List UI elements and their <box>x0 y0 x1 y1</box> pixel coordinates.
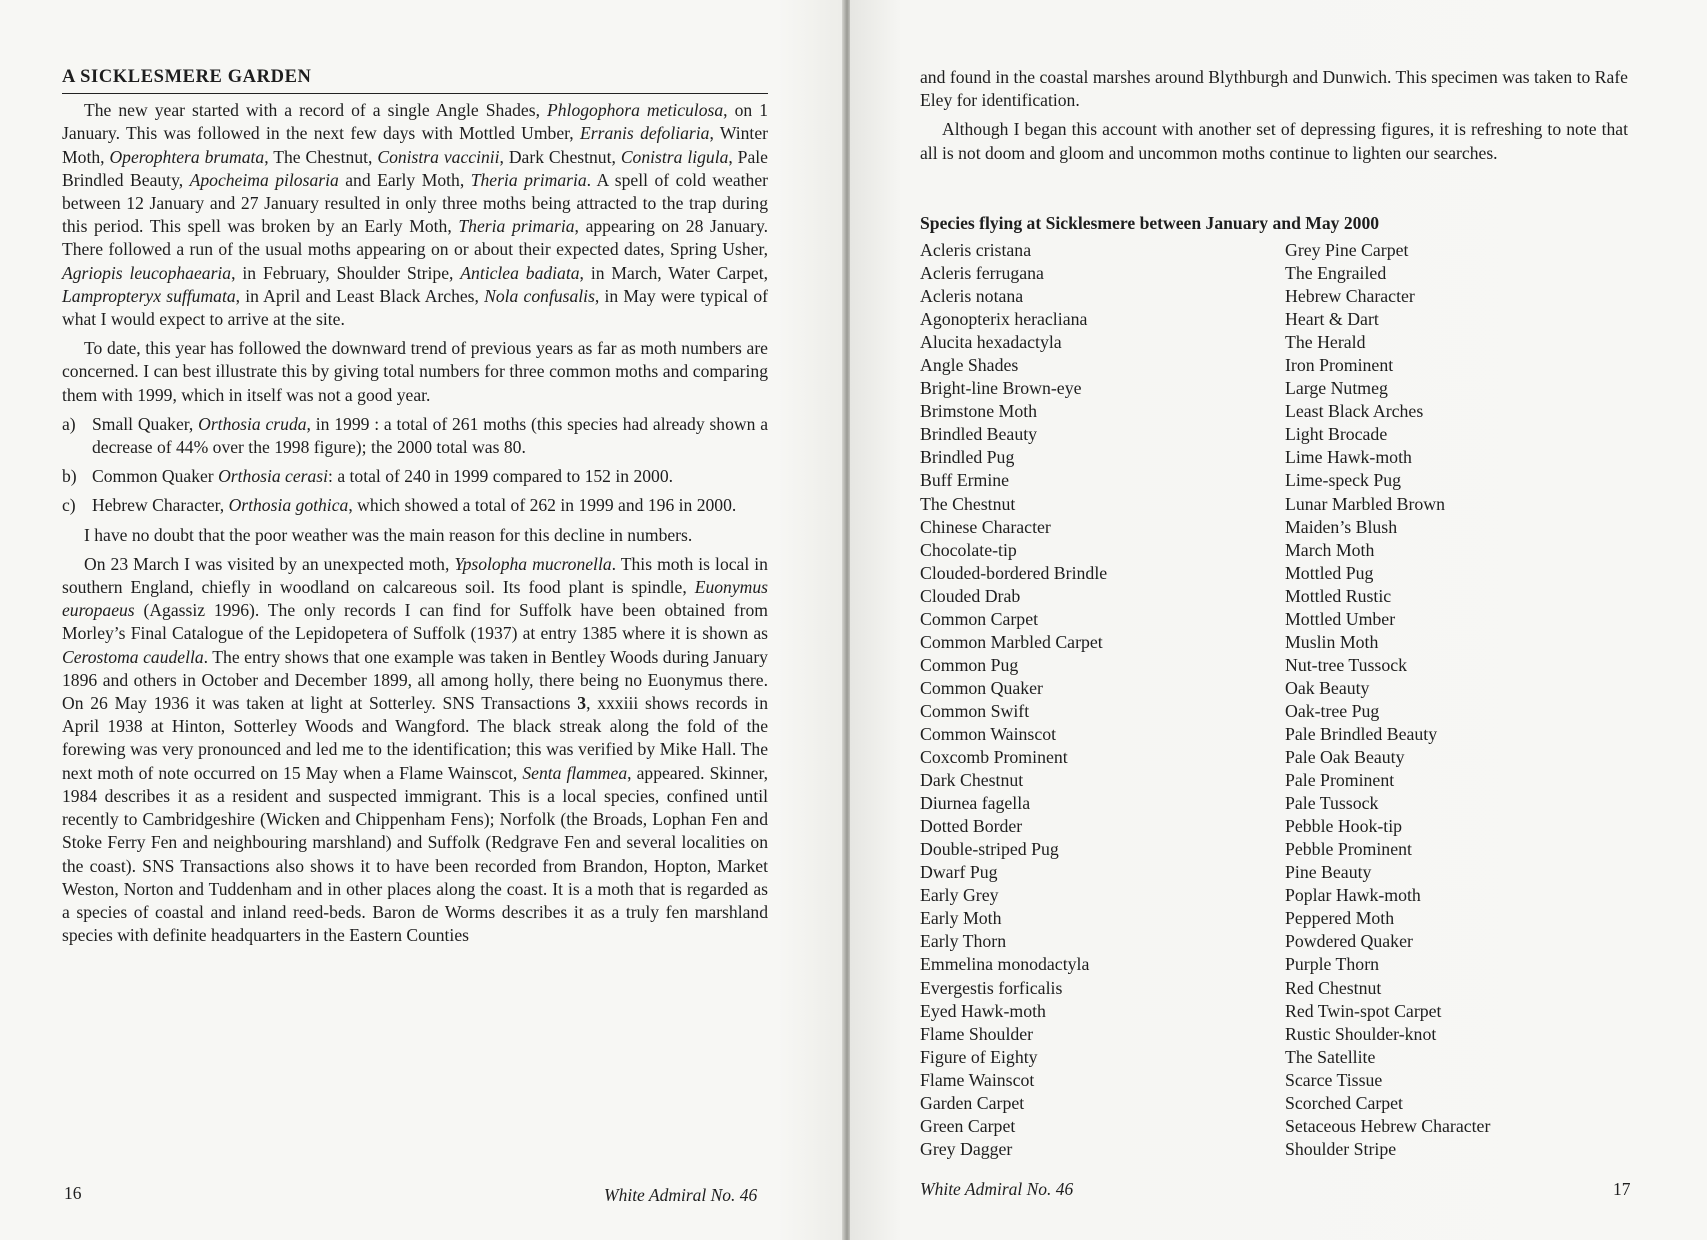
species-item: Chinese Character <box>920 516 1051 537</box>
species-item: Powdered Quaker <box>1285 931 1413 952</box>
species-item: Common Pug <box>920 654 1019 675</box>
left-page <box>0 0 846 1240</box>
species-item: Pine Beauty <box>1285 862 1372 883</box>
species-item: Grey Pine Carpet <box>1285 240 1409 260</box>
species-item: Eyed Hawk-moth <box>920 1000 1046 1021</box>
species-item: Scorched Carpet <box>1285 1092 1404 1113</box>
species-item: Scarce Tissue <box>1285 1069 1383 1090</box>
species-item: Coxcomb Prominent <box>920 747 1068 768</box>
species-item: Pebble Hook-tip <box>1285 816 1403 837</box>
species-item: Pale Tussock <box>1285 793 1379 814</box>
species-item: Heart & Dart <box>1285 309 1379 330</box>
species-item: Setaceous Hebrew Character <box>1285 1115 1491 1136</box>
species-item: Angle Shades <box>920 355 1019 376</box>
right-paragraph: Although I began this account with another set of depressing figures, it is refreshing to note that all is not doom and gloom and uncommon moths continue to lighten our searches. <box>920 119 1628 163</box>
page-number-left: 16 <box>64 1183 82 1203</box>
list-item <box>62 465 768 488</box>
species-item: Green Carpet <box>920 1115 1016 1136</box>
species-list-column-2 <box>1285 239 1490 1161</box>
species-item: Oak Beauty <box>1285 677 1370 698</box>
species-item: Large Nutmeg <box>1285 378 1388 399</box>
species-item: Mottled Umber <box>1285 608 1396 629</box>
species-item: Dark Chestnut <box>920 770 1024 791</box>
species-item: Common Wainscot <box>920 723 1057 744</box>
species-item: Red Chestnut <box>1285 977 1382 998</box>
species-item: Maiden’s Blush <box>1285 516 1398 537</box>
species-item: Dotted Border <box>920 816 1023 837</box>
species-item: Oak-tree Pug <box>1285 700 1380 721</box>
species-item: Acleris cristana <box>920 240 1032 260</box>
species-item: Poplar Hawk-moth <box>1285 885 1421 906</box>
species-item: Mottled Pug <box>1285 562 1374 583</box>
left-paragraphs <box>62 99 768 407</box>
species-item: Diurnea fagella <box>920 793 1031 814</box>
species-item: Lunar Marbled Brown <box>1285 493 1445 514</box>
species-item: Brimstone Moth <box>920 401 1038 422</box>
species-item: Early Moth <box>920 908 1002 929</box>
species-item: Brindled Pug <box>920 447 1015 468</box>
species-item: Purple Thorn <box>1285 954 1380 975</box>
footer-right: White Admiral No. 46 <box>920 1179 1074 1199</box>
species-item: Chocolate-tip <box>920 539 1017 560</box>
species-item: Common Marbled Carpet <box>920 631 1103 652</box>
species-item: The Herald <box>1285 332 1366 353</box>
species-item: The Satellite <box>1285 1046 1376 1067</box>
species-item: Pale Prominent <box>1285 770 1395 791</box>
species-item: Acleris notana <box>920 286 1024 307</box>
species-item: Iron Prominent <box>1285 355 1394 376</box>
list-item-text: Common Quaker Orthosia cerasi: a total of 240 in 1999 compared to 152 in 2000. <box>92 466 674 487</box>
list-item <box>62 413 768 459</box>
list-item-text: Hebrew Character, Orthosia gothica, which showed a total of 262 in 1999 and 196 in 2000. <box>92 495 737 516</box>
left-paragraph: On 23 March I was visited by an unexpected moth, Ypsolopha mucronella. This moth is local in southern England, chiefly in woodland on calcareous soil. Its food plant is spindle, Euonymus europaeus (Agassiz 1996). The only records I can find for Suffolk have been obtained from Morley’s Final Catalogue of the Lepidopetera of Suffolk (1937) at entry 1385 where it is shown as Cerostoma caudella. The entry shows that one example was taken in Bentley Woods during January 1896 and others in October and December 1899, all among holly, there being no Euonymus there. On 26 May 1936 it was taken at light at Sotterley. SNS Transactions 3, xxxiii shows records in April 1938 at Hinton, Sotterley Woods and Wangford. The black streak along the fold of the forewing was very pronounced and led me to the identification; this was verified by Mike Hall. The next moth of note occurred on 15 May when a Flame Wainscot, Senta flammea, appeared. Skinner, 1984 describes it as a resident and suspected immigrant. This is a local species, confined until recently to Cambridgeshire (Wicken and Chippenham Fens); Norfolk (the Broads, Lophan Fen and Stoke Ferry Fen and neighbouring marshland) and Suffolk (Redgrave Fen and several localities on the coast). SNS Transactions also shows it to have been recorded from Brandon, Hopton, Market Weston, Norton and Tuddenham and in other places along the coast. It is a moth that is regarded as a species of coastal and inland reed-beds. Baron de Worms describes it as a truly fen marshland species with definite headquarters in the Eastern Counties <box>62 553 768 946</box>
left-paragraph: The new year started with a record of a single Angle Shades, Phlogophora meticulosa, on 1 January. This was followed in the next few days with Mottled Umber, Erranis defoliaria, Winter Moth, Operophtera brumata, The Chestnut, Conistra vaccinii, Dark Chestnut, Conistra ligula, Pale Brindled Beauty, Apocheima pilosaria and Early Moth, Theria primaria. A spell of cold weather between 12 January and 27 January resulted in only three moths being attracted to the trap during this period. This spell was broken by an Early Moth, Theria primaria, appearing on 28 January. There followed a run of the usual moths appearing on or about their expected dates, Spring Usher, Agriopis leucophaearia, in February, Shoulder Stripe, Anticlea badiata, in March, Water Carpet, Lampropteryx suffumata, in April and Least Black Arches, Nola confusalis, in May were typical of what I would expect to arrive at the site. <box>62 100 769 330</box>
species-item: Red Twin-spot Carpet <box>1285 1000 1442 1021</box>
species-item: Flame Wainscot <box>920 1069 1035 1090</box>
species-item: Brindled Beauty <box>920 424 1038 445</box>
species-item: Least Black Arches <box>1285 401 1424 422</box>
list-item-text: Small Quaker, Orthosia cruda, in 1999 : a total of 261 moths (this species had already shown a decrease of 44% over the 1998 figure); the 2000 total was 80. <box>92 413 769 458</box>
species-item: Evergestis forficalis <box>920 977 1063 998</box>
species-item: Buff Ermine <box>920 470 1010 491</box>
species-item: Figure of Eighty <box>920 1046 1038 1067</box>
species-item: Early Thorn <box>920 931 1007 952</box>
species-item: Pale Brindled Beauty <box>1285 723 1438 744</box>
list-item <box>62 494 768 517</box>
species-list-column-1 <box>920 239 1107 1161</box>
species-item: Garden Carpet <box>920 1092 1025 1113</box>
species-item: The Chestnut <box>920 493 1016 514</box>
species-heading: Species flying at Sicklesmere between January and May 2000 <box>920 213 1380 233</box>
species-item: Shoulder Stripe <box>1285 1138 1397 1159</box>
page-number-right: 17 <box>1613 1179 1631 1199</box>
species-item: Double-striped Pug <box>920 839 1059 860</box>
species-item: Common Quaker <box>920 677 1043 698</box>
list-item-label: b) <box>62 466 77 487</box>
right-paragraph: and found in the coastal marshes around Blythburgh and Dunwich. This specimen was taken to Rafe Eley for identification. <box>920 67 1628 111</box>
species-item: Common Swift <box>920 700 1030 721</box>
species-item: March Moth <box>1285 539 1375 560</box>
species-item: Acleris ferrugana <box>920 263 1044 284</box>
species-item: Common Carpet <box>920 608 1039 629</box>
species-item: Nut-tree Tussock <box>1285 654 1408 675</box>
species-item: Pale Oak Beauty <box>1285 747 1405 768</box>
left-paragraph: To date, this year has followed the downward trend of previous years as far as moth numbers are concerned. I can best illustrate this by giving total numbers for three common moths and comparing them with 1999, which in itself was not a good year. <box>62 338 768 405</box>
left-paragraph: I have no doubt that the poor weather was the main reason for this decline in numbers. <box>84 524 693 545</box>
species-item: Lime-speck Pug <box>1285 470 1402 491</box>
species-item: Clouded-bordered Brindle <box>920 562 1108 583</box>
species-item: Pebble Prominent <box>1285 839 1412 860</box>
right-page <box>850 0 1707 1240</box>
decline-list <box>62 413 768 518</box>
species-item: Emmelina monodactyla <box>920 954 1090 975</box>
footer-left: White Admiral No. 46 <box>604 1185 758 1205</box>
species-item: Agonopterix heracliana <box>920 309 1088 330</box>
species-item: Peppered Moth <box>1285 908 1395 929</box>
species-item: Grey Dagger <box>920 1138 1013 1159</box>
left-text-column <box>62 66 768 953</box>
left-paragraphs-after <box>62 524 768 948</box>
species-item: Mottled Rustic <box>1285 585 1392 606</box>
species-item: Lime Hawk-moth <box>1285 447 1412 468</box>
species-item: Hebrew Character <box>1285 286 1415 307</box>
species-item: Flame Shoulder <box>920 1023 1034 1044</box>
species-item: The Engrailed <box>1285 263 1387 284</box>
species-item: Alucita hexadactyla <box>920 332 1062 353</box>
species-item: Early Grey <box>920 885 999 906</box>
species-item: Clouded Drab <box>920 585 1021 606</box>
species-item: Rustic Shoulder-knot <box>1285 1023 1437 1044</box>
list-item-label: c) <box>62 495 76 516</box>
article-title: A SICKLESMERE GARDEN <box>62 66 768 94</box>
right-paragraphs <box>920 66 1628 171</box>
species-item: Light Brocade <box>1285 424 1388 445</box>
species-item: Muslin Moth <box>1285 631 1379 652</box>
species-item: Bright-line Brown-eye <box>920 378 1082 399</box>
list-item-label: a) <box>62 413 76 434</box>
species-item: Dwarf Pug <box>920 862 998 883</box>
